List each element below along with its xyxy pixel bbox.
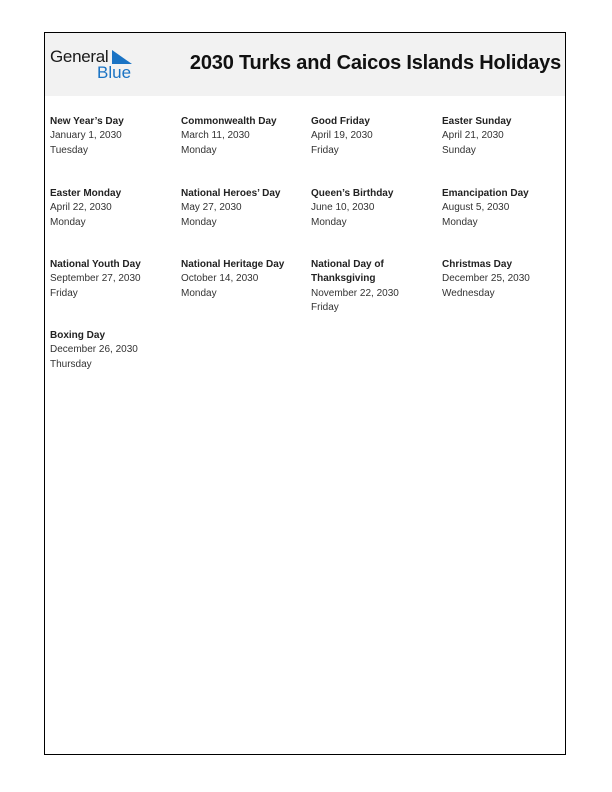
- holiday-weekday: Wednesday: [442, 287, 495, 299]
- holiday-date: May 27, 2030: [181, 202, 242, 214]
- holiday-weekday: Monday: [181, 287, 217, 299]
- holiday-item: [442, 115, 567, 158]
- header: [45, 33, 565, 96]
- holiday-date: April 22, 2030: [50, 202, 112, 214]
- holiday-weekday: Monday: [311, 216, 347, 228]
- page-frame: [44, 32, 566, 755]
- holiday-name: Boxing Day: [50, 330, 106, 341]
- holiday-date: December 25, 2030: [442, 273, 530, 285]
- logo-triangle-icon: [112, 50, 132, 64]
- holiday-name: National Day of Thanksgiving: [311, 259, 384, 285]
- holiday-weekday: Friday: [311, 144, 339, 156]
- holiday-name: Easter Sunday: [442, 116, 512, 127]
- page-title: 2030 Turks and Caicos Islands Holidays: [189, 52, 561, 74]
- holiday-item: [50, 329, 175, 372]
- holiday-item: [50, 115, 175, 158]
- holiday-item: [181, 187, 306, 230]
- holiday-date: June 10, 2030: [311, 202, 375, 214]
- holiday-item: [311, 187, 436, 230]
- holiday-name: Queen’s Birthday: [311, 188, 394, 199]
- holiday-weekday: Monday: [181, 144, 217, 156]
- logo: [50, 47, 140, 83]
- holiday-date: August 5, 2030: [442, 202, 510, 214]
- holiday-name: Good Friday: [311, 116, 370, 127]
- holiday-name: Commonwealth Day: [181, 116, 277, 127]
- holiday-weekday: Friday: [50, 287, 78, 299]
- holiday-date: November 22, 2030: [311, 287, 399, 299]
- holiday-name: National Heritage Day: [181, 259, 285, 270]
- holiday-date: December 26, 2030: [50, 344, 138, 356]
- holiday-date: January 1, 2030: [50, 130, 122, 142]
- holiday-weekday: Tuesday: [50, 144, 88, 156]
- holiday-item: [442, 187, 567, 230]
- holiday-date: April 19, 2030: [311, 130, 373, 142]
- holiday-weekday: Friday: [311, 301, 339, 313]
- holiday-weekday: Thursday: [50, 358, 92, 370]
- holiday-weekday: Monday: [442, 216, 478, 228]
- holiday-item: [181, 115, 306, 158]
- holiday-name: New Year’s Day: [50, 116, 124, 127]
- holiday-item: [311, 115, 436, 158]
- holiday-name: Christmas Day: [442, 259, 513, 270]
- holiday-item: [181, 258, 306, 301]
- holiday-item: [442, 258, 567, 301]
- holiday-name: Emancipation Day: [442, 188, 529, 199]
- holiday-item: [50, 187, 175, 230]
- holiday-date: April 21, 2030: [442, 130, 504, 142]
- holiday-weekday: Monday: [181, 216, 217, 228]
- holiday-name: National Youth Day: [50, 259, 141, 270]
- holiday-date: September 27, 2030: [50, 273, 141, 285]
- logo-general-text: General: [50, 47, 109, 66]
- holiday-item: [50, 258, 175, 301]
- holiday-weekday: Monday: [50, 216, 86, 228]
- holiday-item: [311, 258, 411, 315]
- holiday-date: March 11, 2030: [181, 130, 250, 142]
- holiday-name: Easter Monday: [50, 188, 122, 199]
- logo-blue-text: Blue: [97, 63, 132, 82]
- holiday-name: National Heroes’ Day: [181, 188, 281, 199]
- holiday-weekday: Sunday: [442, 144, 476, 156]
- holiday-date: October 14, 2030: [181, 273, 259, 285]
